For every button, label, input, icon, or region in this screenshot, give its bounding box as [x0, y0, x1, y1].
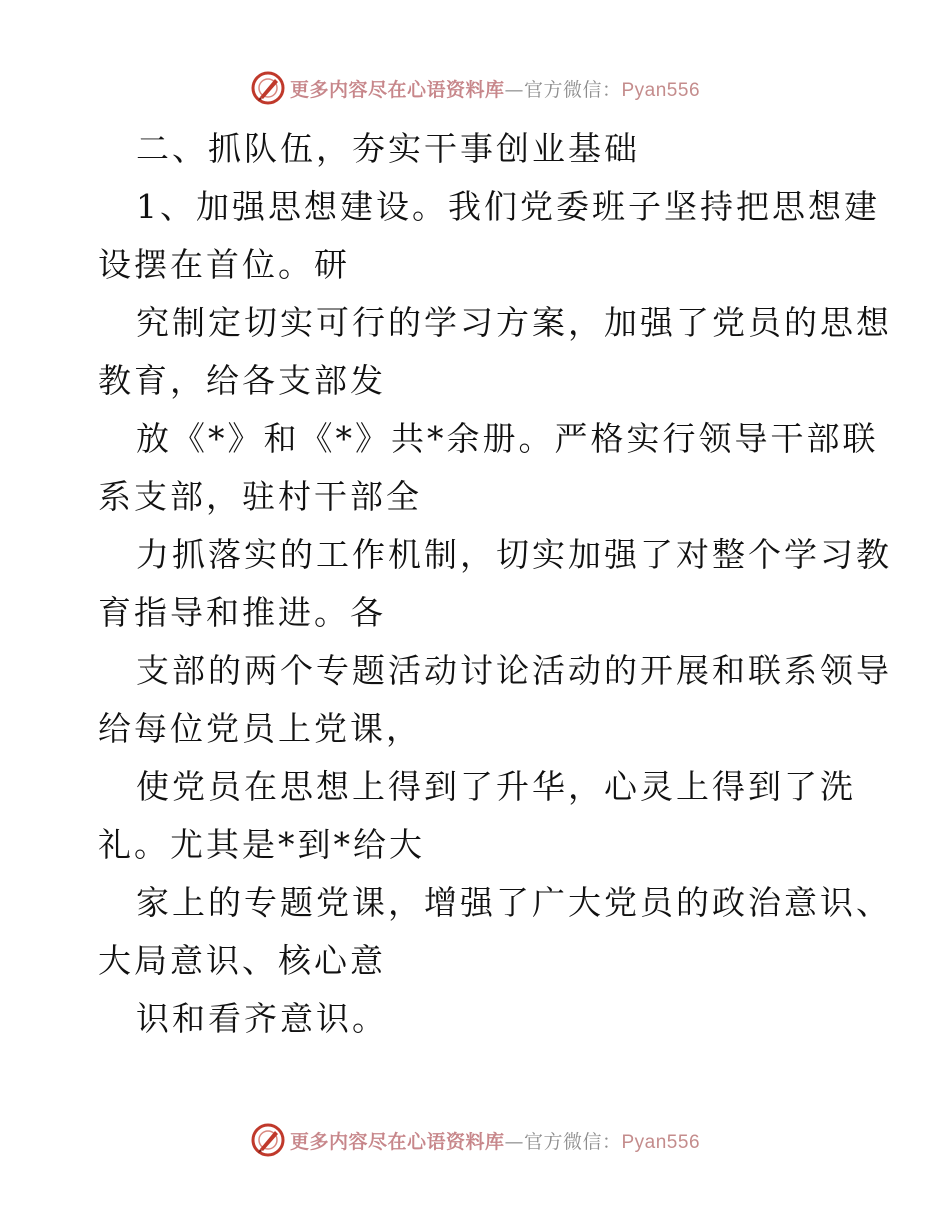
text-line: 系支部，驻村干部全 [98, 477, 422, 516]
text-line: 给每位党员上党课， [98, 709, 422, 748]
footer-wechat-label: 官方微信： [523, 1130, 622, 1153]
header-separator: — [504, 78, 524, 101]
header-wechat-label: 官方微信： [523, 78, 622, 101]
text-line: 大局意识、核心意 [98, 941, 386, 980]
header-brand-text: 更多内容尽在心语资料库 [289, 78, 505, 101]
footer-separator: — [504, 1130, 524, 1153]
header-wechat-id: Pyan556 [621, 79, 701, 101]
footer-banner-text [290, 1127, 700, 1154]
text-line: 礼。尤其是*到*给大 [98, 825, 425, 864]
text-line: 设摆在首位。研 [98, 245, 350, 284]
text-line: 使党员在思想上得到了升华，心灵上得到了洗 [136, 767, 856, 806]
text-line: 育指导和推进。各 [98, 593, 386, 632]
text-line: 教育，给各支部发 [98, 361, 386, 400]
text-line: 究制定切实可行的学习方案，加强了党员的思想 [136, 303, 892, 342]
text-line: 支部的两个专题活动讨论活动的开展和联系领导 [136, 651, 892, 690]
text-line: 家上的专题党课，增强了广大党员的政治意识、 [136, 883, 892, 922]
text-line: 放《*》和《*》共*余册。严格实行领导干部联 [136, 419, 879, 458]
pen-circle-logo-icon [250, 70, 286, 106]
footer-brand-text: 更多内容尽在心语资料库 [289, 1130, 505, 1153]
text-line: 二、抓队伍，夯实干事创业基础 [136, 129, 640, 168]
header-banner [0, 68, 950, 108]
text-line: 力抓落实的工作机制，切实加强了对整个学习教 [136, 535, 892, 574]
footer-banner [0, 1120, 950, 1160]
header-banner-text [290, 75, 700, 102]
document-body [98, 120, 892, 1048]
footer-wechat-id: Pyan556 [621, 1131, 701, 1153]
text-line: 识和看齐意识。 [136, 999, 388, 1038]
pen-circle-logo-icon [250, 1122, 286, 1158]
text-line: 1、加强思想建设。我们党委班子坚持把思想建 [136, 187, 880, 226]
